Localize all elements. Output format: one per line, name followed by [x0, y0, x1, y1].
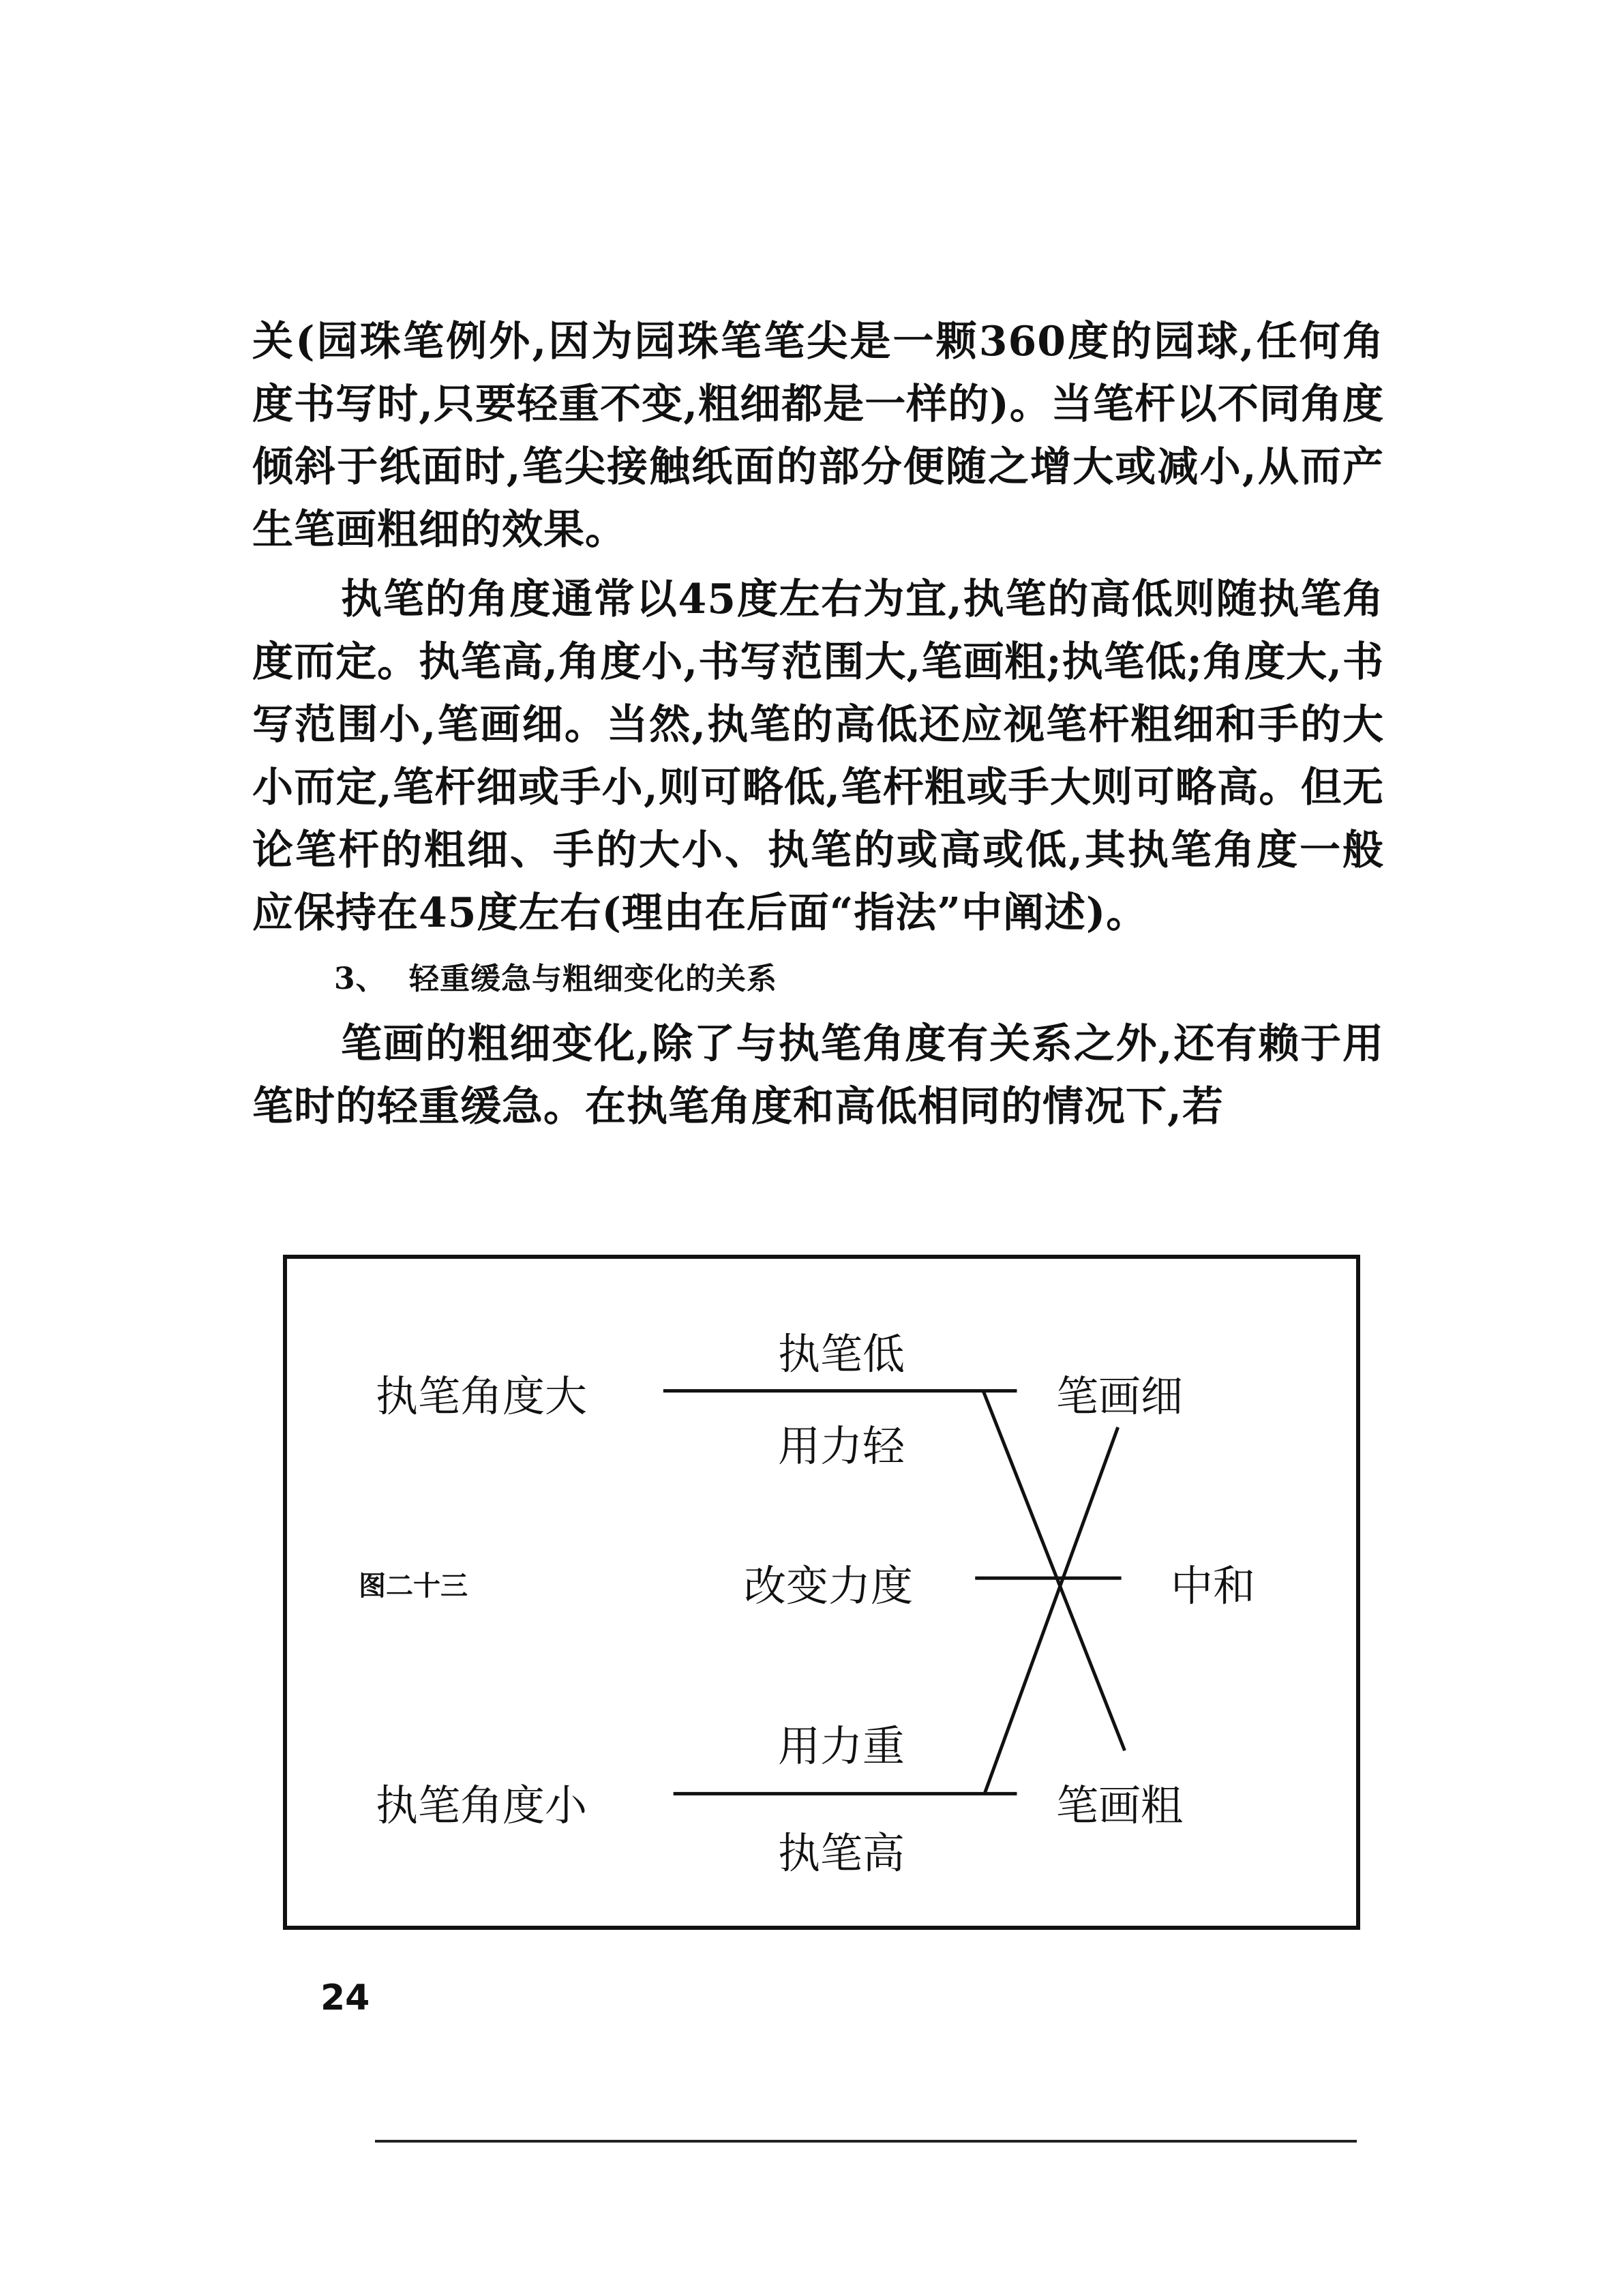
body-text	[252, 310, 1384, 1138]
footer-rule	[375, 2140, 1357, 2143]
mid-bottom-above-label: 用力重	[778, 1721, 905, 1771]
mid-bottom-below-label: 执笔高	[778, 1828, 905, 1878]
left-top-label: 执笔角度大	[376, 1371, 588, 1421]
figure-23-diagram	[283, 1255, 1360, 1930]
paragraph-2: 执笔的角度通常以45度左右为宜,执笔的高低则随执笔角度而定。执笔高,角度小,书写范围大,笔画粗;执笔低;角度大,书写范围小,笔画细。当然,执笔的高低还应视笔杆粗细和手的大小而定,笔杆细或手小,则可略低,笔杆粗或手大则可略高。但无论笔杆的粗细、手的大小、执笔的或高或低,其执笔角度一般应保持在45度左右(理由在后面“指法”中阐述)。	[252, 576, 1384, 937]
section-number: 3、	[334, 961, 387, 996]
page-number: 24	[320, 1978, 370, 2018]
cross-line-thin-to-thick	[983, 1391, 1124, 1751]
section-heading	[252, 953, 1384, 1006]
left-bottom-label: 执笔角度小	[376, 1780, 588, 1830]
figure-label: 图二十三	[359, 1570, 468, 1602]
right-bottom-label: 笔画粗	[1056, 1780, 1184, 1830]
mid-top-below-label: 用力轻	[778, 1421, 905, 1471]
cross-line-thick-to-thin	[985, 1427, 1118, 1793]
right-top-label: 笔画细	[1056, 1371, 1184, 1421]
mid-top-above-label: 执笔低	[778, 1329, 905, 1379]
mid-center-label: 改变力度	[744, 1561, 914, 1611]
paragraph-3: 笔画的粗细变化,除了与执笔角度有关系之外,还有赖于用笔时的轻重缓急。在执笔角度和高低相同的情况下,若	[252, 1020, 1384, 1131]
section-title: 轻重缓急与粗细变化的关系	[409, 961, 777, 996]
paragraph-1: 关(园珠笔例外,因为园珠笔笔尖是一颗360度的园球,任何角度书写时,只要轻重不变,粗细都是一样的)。当笔杆以不同角度倾斜于纸面时,笔尖接触纸面的部分便随之增大或减小,从而产生笔画粗细的效果。	[252, 318, 1384, 554]
right-center-label: 中和	[1171, 1561, 1256, 1611]
